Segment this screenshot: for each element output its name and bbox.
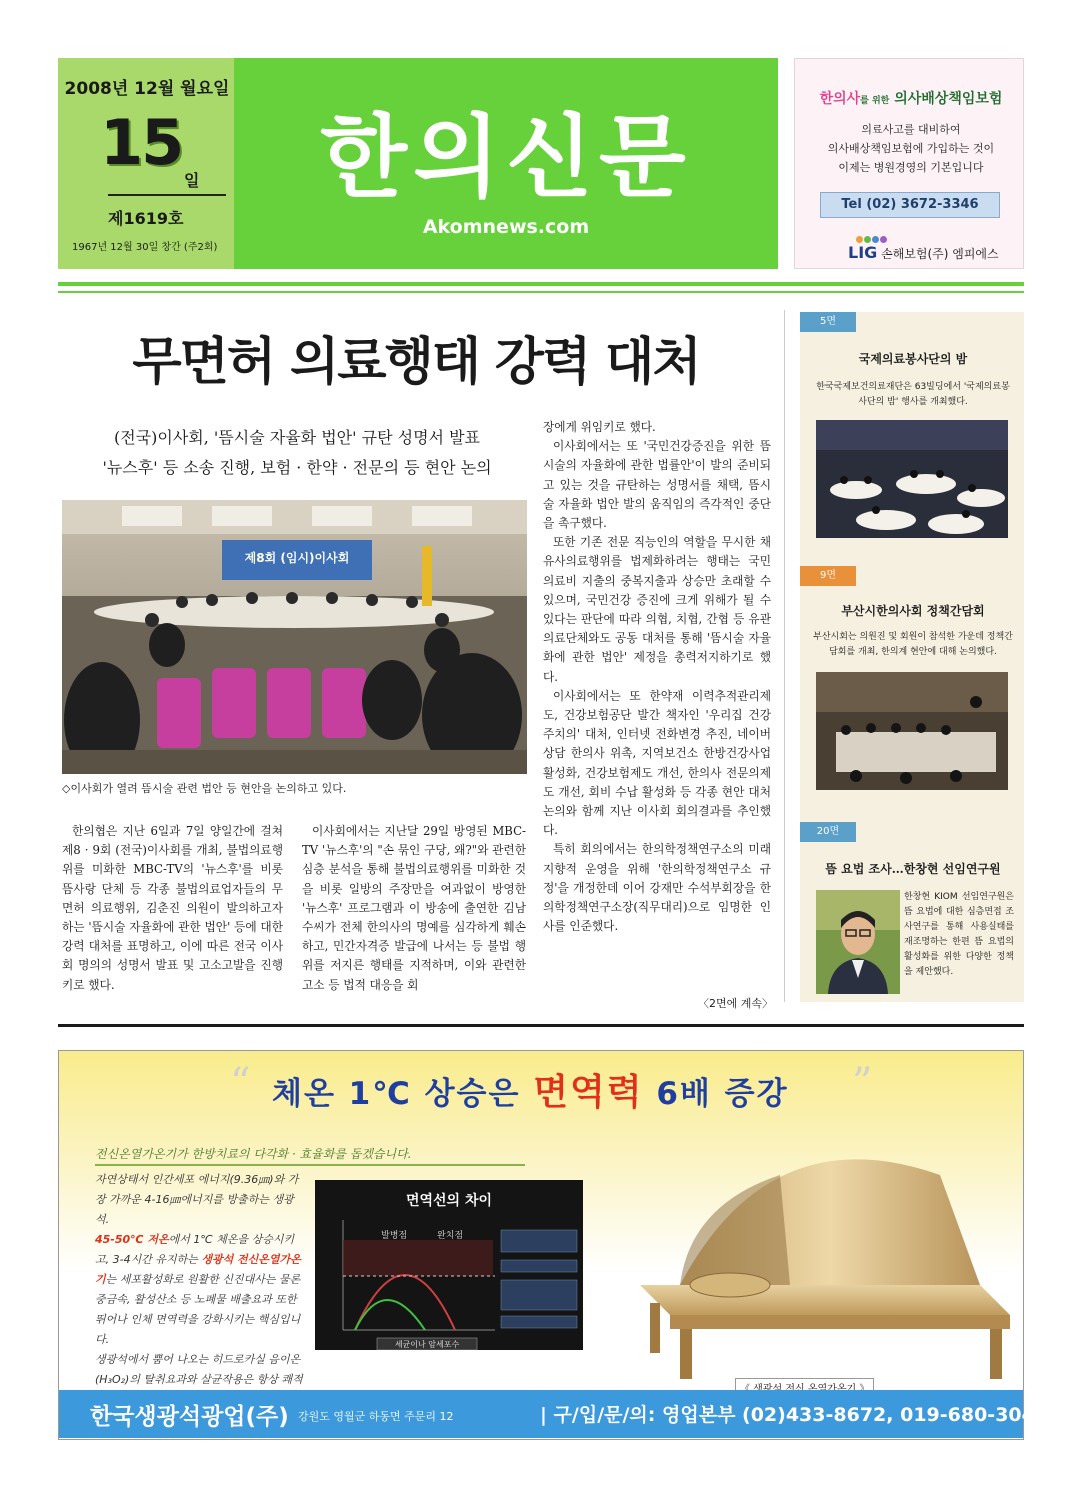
- founded-line: 1967년 12월 30일 창간 (주2회): [72, 242, 218, 253]
- chart-label-onset: 발병점: [381, 1231, 408, 1241]
- immunity-chart-title: 면역선의 차이: [405, 1193, 493, 1209]
- heater-dome-product-image: [620, 1135, 1015, 1380]
- article-subheading-1: (전국)이사회, '뜸시술 자율화 법안' 규탄 성명서 발표: [113, 428, 480, 447]
- article-subheading-2: '뉴스후' 등 소송 진행, 보험 · 한약 · 전문의 등 현안 논의: [102, 458, 492, 477]
- photo-banner: 제8회 (임시)이사회: [244, 551, 350, 565]
- advertiser-name: 한국생광석광업(주): [90, 1404, 289, 1430]
- quote-open-icon: “: [230, 1060, 251, 1106]
- sidebar-tag-3[interactable]: 20면: [800, 822, 856, 842]
- article-column-1: 한의협은 지난 6일과 7일 양일간에 걸쳐 제8 · 9회 (전국)이사회를 개최, 불법의료행위를 미화한 MBC-TV의 '뉴스후'를 비롯 뜸사랑 단체 등 각종 불법의료업자들의 무면허 의료행위, 김춘진 의원이 발의하고자 하는 '뜸시술 자율화에 관한 법안' 등에 대한 강력 대처를 표명하고, 이에 따른 전국 이사회 명의의 성명서 발표 및 고소고발을 진행키로 했다.: [62, 824, 283, 992]
- ad-section-rule: [58, 1024, 1024, 1027]
- column-divider: [784, 310, 785, 1002]
- date-line: 2008년 12월 월요일: [64, 79, 230, 99]
- advertiser-address: 강원도 영월군 하동면 주문리 12: [298, 1410, 454, 1423]
- date-divider: [108, 194, 226, 196]
- researcher-photo: [816, 890, 900, 994]
- sidebar-summary-2: 부산시회는 의원진 및 회원이 참석한 가운데 정책간담회를 개최, 한의계 현안에 대해 논의했다.: [813, 632, 1013, 657]
- advertiser-contact[interactable]: | 구/입/문/의: 영업본부 (02)433-8672, 019-680-3044: [540, 1404, 1049, 1426]
- heater-ad-body: 자연상태서 인간세포 에너지(9.36㎛)와 가장 가까운 4-16㎛에너지를 방출하는 생광석. 45-50℃ 저온에서 1℃ 체온을 상승시키고, 3-4시간 유지하는 생광석 전신온열가온기는 세포활성화로 원활한 신진대사는 물론 중금속, 활성산소 등 노폐물 배출요과 또한 뛰어나 인체 면역력을 강화시키는 핵심입니다. 생광석에서 뿜어 나오는 히드로카실 음이온(H₃O₂)의 탈취요과와 살균작용은 항상 쾌적: [95, 1173, 303, 1386]
- article-headline: 무면허 의료행태 강력 대처: [132, 333, 700, 392]
- masthead-rule-thin: [58, 291, 1024, 293]
- sidebar-title-3[interactable]: 뜸 요법 조사…한창현 선임연구원: [825, 862, 1001, 876]
- sidebar-photo-2: [816, 672, 1008, 790]
- continued-note[interactable]: 〈2면에 계속〉: [698, 997, 773, 1010]
- insurance-ad-body: 의료사고를 대비하여 의사배상책임보험에 가입하는 것이 이제는 병원경영의 기본입니다: [827, 123, 995, 174]
- heater-ad-headline: 체온 1℃ 상승은 면역력 6배 증강: [272, 1072, 789, 1113]
- photo-caption: ◇이사회가 열려 뜸시술 관련 법안 등 현안을 논의하고 있다.: [62, 782, 347, 795]
- article-column-3: 장에게 위임키로 했다. 이사회에서는 또 '국민건강증진을 위한 뜸시술의 자율화에 관한 법률안'이 발의 준비되고 있는 것을 규탄하는 성명서를 채택, 뜸시술 자율화 법안 발의 움직임의 즉각적인 중단을 촉구했다. 또한 기존 전문 직능인의 역할을 무시한 채 유사의료행위를 법제화하려는 행태는 국민 의료비 지출의 중복지출과 상승만 초래할 수 있으며, 국민건강 증진에 크게 위해가 될 수 있다는 판단에 따라 의협, 치협, 간협 등 유관 의료단체와도 공동 대처를 통해 '뜸시술 자율화에 관한 법안' 제정을 총력저지하기로 했다. 이사회에서는 또 한약재 이력추적관리제도, 건강보험공단 발간 책자인 '우리집 건강주치의' 대처, 인터넷 전화변경 추진, 네이버 상담 한의사 위촉, 지역보건소 한방건강사업 활성화, 건강보험제도 개선, 한의사 전문의제도 개선, 회비 수납 활성화 등 각종 현안 대처 논의와 함께 지난 이사회 회의결과를 추인했다. 특히 회의에서는 한의학정책연구소의 미래 지향적 운영을 위해 '한의학정책연구소 규정'을 개정한데 이어 강재만 수석부회장을 한의학정책연구소장(직무대리)으로 임명한 인사를 인준했다.: [543, 420, 771, 934]
- article-column-2: 이사회에서는 지난달 29일 방영된 MBC-TV '뉴스후'의 "손 묶인 구당, 왜?"와 관련한 심층 분석을 통해 불법의료행위를 미화한 것을 비롯 일방의 주장만을 여과없이 방영한 '뉴스후' 프로그램과 이 방송에 출연한 김남수씨가 전체 한의사의 명예를 심각하게 훼손하고, 민간자격증 발급에 나서는 등 불법 행위를 저지른 행태를 지적하며, 이와 관련한 고소 등 법적 대응을 회: [302, 824, 526, 992]
- chart-label-cure: 완치점: [437, 1231, 464, 1241]
- sidebar-title-2[interactable]: 부산시한의사회 정책간담회: [841, 604, 985, 618]
- quote-close-icon: ”: [852, 1060, 873, 1106]
- sidebar-summary-1: 한국국제보건의료재단은 63빌딩에서 '국제의료봉사단의 밤' 행사를 개최했다.: [816, 382, 1010, 407]
- heater-ad-tagline: 전신온열가온기가 한방치료의 다각화 · 효율화를 돕겠습니다.: [95, 1145, 525, 1166]
- masthead-rule: [58, 282, 1024, 286]
- day-number: 15: [100, 106, 183, 179]
- board-meeting-photo: [62, 500, 527, 774]
- day-suffix: 일: [184, 171, 200, 190]
- sidebar-tag-1[interactable]: 5면: [800, 312, 856, 332]
- insurance-ad-headline: 한의사를 위한 의사배상책임보험: [819, 91, 1003, 107]
- sidebar-summary-3: 한창현 KIOM 선임연구원은 뜸 요법에 대한 심층면접 조사연구를 통해 사용실태를 재조명하는 한편 뜸 요법의 활성화를 위한 다양한 정책을 제안했다.: [904, 892, 1014, 977]
- newspaper-url[interactable]: Akomnews.com: [422, 216, 590, 238]
- newspaper-name: 한의신문: [320, 104, 692, 210]
- insurance-ad-phone: Tel (02) 3672-3346: [820, 192, 1000, 218]
- sidebar-title-1[interactable]: 국제의료봉사단의 밤: [858, 352, 968, 366]
- insurance-ad-brand: LIG 손해보험(주) 엠피에스: [848, 243, 999, 262]
- issue-number: 제1619호: [108, 209, 184, 228]
- chart-label-cells: 세균이나 암세포수: [394, 1340, 460, 1349]
- sidebar-tag-2[interactable]: 9면: [800, 566, 856, 586]
- sidebar-photo-1: [816, 420, 1008, 538]
